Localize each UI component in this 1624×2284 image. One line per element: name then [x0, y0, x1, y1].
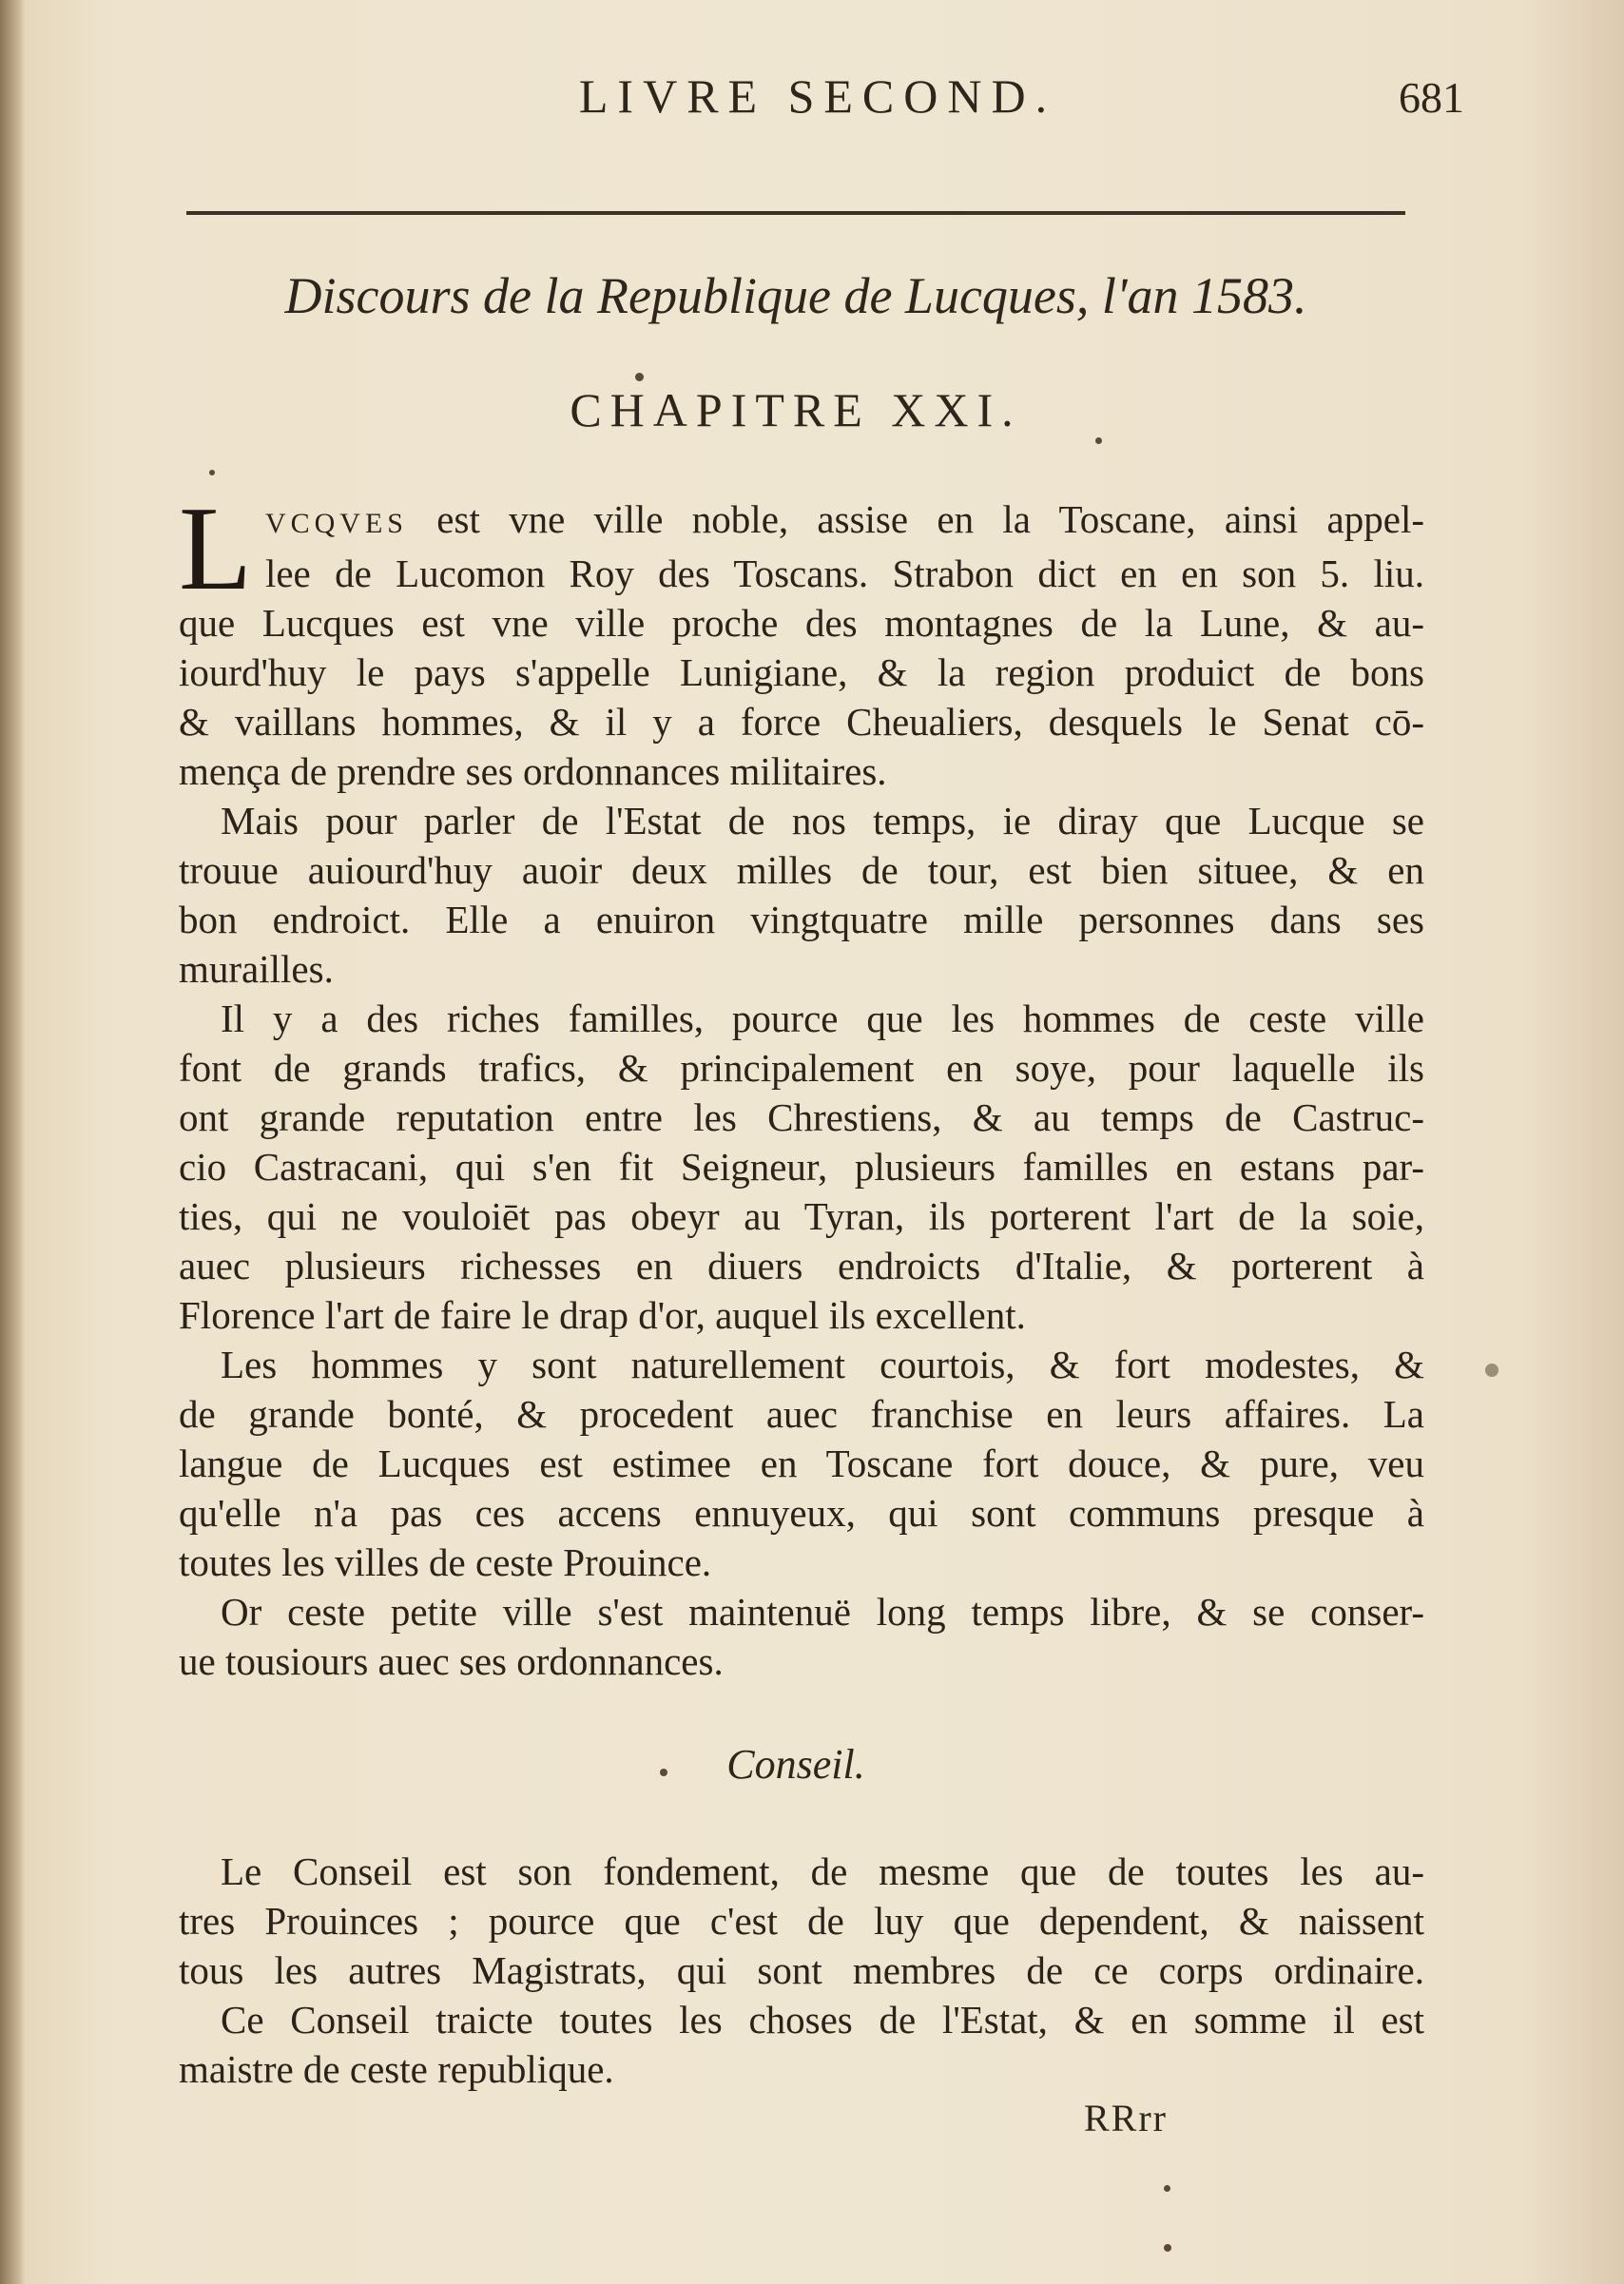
text-line: que Lucques est vne ville proche des montagnes de la Lune, & au- — [179, 601, 1424, 645]
chapter-body — [179, 483, 1424, 1686]
text-line-content: est vne ville noble, assise en la Toscane, ainsi appel- — [407, 497, 1424, 541]
text-line: murailles. — [179, 947, 334, 991]
text-line: Il y a des riches familles, pource que les hommes de ceste ville — [221, 997, 1424, 1040]
text-line: tous les autres Magistrats, qui sont membres de ce corps ordinaire. — [179, 1948, 1424, 1992]
conseil-body — [179, 1847, 1424, 2094]
text-line: bon endroict. Elle a enuiron vingtquatre mille personnes dans ses — [179, 898, 1424, 941]
text-line: ties, qui ne vouloiēt pas obeyr au Tyran, ils porterent l'art de la soie, — [179, 1194, 1424, 1238]
running-head: LIVRE SECOND. — [578, 69, 1057, 123]
text-line: ue tousiours auec ses ordonnances. — [179, 1639, 724, 1683]
discourse-title: Discours de la Republique de Lucques, l'an 1583. — [284, 267, 1307, 324]
text-line: Or ceste petite ville s'est maintenuë long temps libre, & se conser- — [221, 1590, 1424, 1634]
text-line: lee de Lucomon Roy des Toscans. Strabon dict en en son 5. liu. — [264, 552, 1424, 595]
ink-speck — [209, 470, 215, 475]
text-line: trouue auiourd'huy auoir deux milles de tour, est bien situee, & en — [179, 848, 1424, 892]
text-line: ont grande reputation entre les Chrestiens, & au temps de Castruc- — [179, 1095, 1424, 1139]
page-gutter-edge — [0, 0, 25, 2284]
page-number: 681 — [1399, 73, 1464, 122]
text-line: de grande bonté, & procedent auec franchise en leurs affaires. La — [179, 1392, 1424, 1436]
text-line: langue de Lucques est estimee en Toscane fort douce, & pure, veu — [179, 1442, 1424, 1485]
section-heading-conseil: Conseil. — [726, 1741, 865, 1788]
text-line: qu'elle n'a pas ces accens ennuyeux, qui sont communs presque à — [179, 1491, 1424, 1535]
chapter-heading: CHAPITRE XXI. — [570, 383, 1022, 436]
text-line: auec plusieurs richesses en diuers endroicts d'Italie, & porterent à — [179, 1244, 1424, 1287]
ink-speck — [1095, 437, 1102, 444]
text-line: maistre de ceste republique. — [179, 2047, 614, 2091]
ink-speck — [660, 1769, 667, 1776]
header-rule — [186, 211, 1405, 215]
text-line: Les hommes y sont naturellement courtois, & fort modestes, & — [221, 1343, 1424, 1386]
text-line: Le Conseil est son fondement, de mesme que de toutes les au- — [221, 1849, 1424, 1893]
ink-speck — [1485, 1364, 1498, 1377]
ink-speck — [635, 373, 644, 381]
text-line: toutes les villes de ceste Prouince. — [179, 1540, 712, 1584]
text-line: Mais pour parler de l'Estat de nos temps, ie diray que Lucque se — [221, 799, 1424, 842]
text-line: & vaillans hommes, & il y a force Cheualiers, desquels le Senat cō- — [179, 700, 1424, 744]
text-line: cio Castracani, qui s'en fit Seigneur, plusieurs familles en estans par- — [179, 1145, 1424, 1189]
text-line: Florence l'art de faire le drap d'or, auquel ils excellent. — [179, 1293, 1026, 1337]
text-line: iourd'huy le pays s'appelle Lunigiane, & la region produict de bons — [179, 650, 1424, 694]
first-word-smallcaps: VCQVES — [264, 508, 408, 539]
ink-speck — [1164, 2244, 1171, 2252]
text-line: tres Prouinces ; pource que c'est de luy que dependent, & naissent — [179, 1899, 1424, 1943]
text-line: font de grands trafics, & principalement en soye, pour laquelle ils — [179, 1046, 1424, 1090]
text-line — [179, 494, 1424, 549]
drop-cap: L — [179, 483, 252, 615]
text-line: Ce Conseil traicte toutes les choses de l'Estat, & en somme il est — [221, 1998, 1424, 2042]
text-line: mença de prendre ses ordonnances militaires. — [179, 749, 887, 793]
ink-speck — [1164, 2185, 1170, 2192]
signature-mark: RRrr — [1084, 2097, 1168, 2139]
